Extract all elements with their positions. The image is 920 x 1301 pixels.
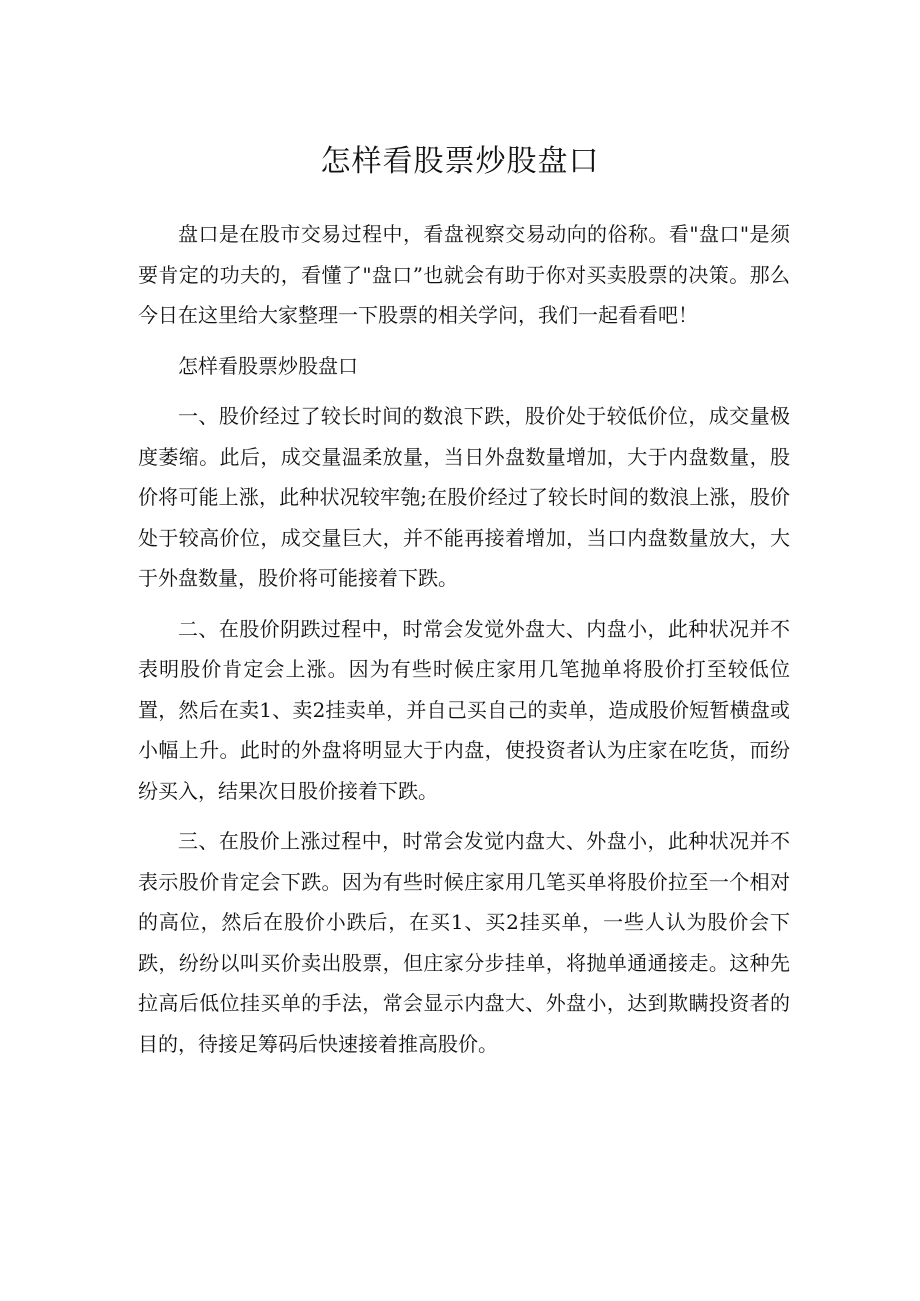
- document-title: 怎样看股票炒股盘口: [320, 144, 600, 179]
- document-body: [138, 214, 790, 1074]
- point-three-paragraph: 三、在股价上涨过程中，时常会发觉内盘大、外盘小，此种状况并不表示股价肯定会下跌。因为有些时候庄家用几笔买单将股价拉至一个相对的高位，然后在股价小跌后，在买1、买2挂买单，一些人认为股价会下跌，纷纷以叫买价卖出股票，但庄家分步挂单，将抛单通通接走。这种先拉高后低位挂买单的手法，常会显示内盘大、外盘小，达到欺瞒投资者的目的，待接足筹码后快速接着推高股价。: [138, 829, 790, 1056]
- section-heading: 怎样看股票炒股盘口: [178, 353, 358, 378]
- intro-paragraph: 盘口是在股市交易过程中，看盘视察交易动向的俗称。看"盘口"是须要肯定的功夫的，看懂了"盘口”也就会有助于你对买卖股票的决策。那么今日在这里给大家整理一下股票的相关学问，我们一起看看吧！: [138, 222, 790, 327]
- point-two-paragraph: 二、在股价阴跌过程中，时常会发觉外盘大、内盘小，此种状况并不表明股价肯定会上涨。因为有些时候庄家用几笔抛单将股价打至较低位置，然后在卖1、卖2挂卖单，并自己买自己的卖单，造成股价短暂横盘或小幅上升。此时的外盘将明显大于内盘，使投资者认为庄家在吃货，而纷纷买入，结果次日股价接着下跌。: [138, 616, 790, 803]
- point-one-paragraph: 一、股价经过了较长时间的数浪下跌，股价处于较低价位，成交量极度萎缩。此后，成交量温柔放量，当日外盘数量增加，大于内盘数量，股价将可能上涨，此种状况较牢匏;在股价经过了较长时间的数浪上涨，股价处于较高价位，成交量巨大，并不能再接着增加，当口内盘数量放大，大于外盘数量，股价将可能接着下跌。: [138, 404, 790, 590]
